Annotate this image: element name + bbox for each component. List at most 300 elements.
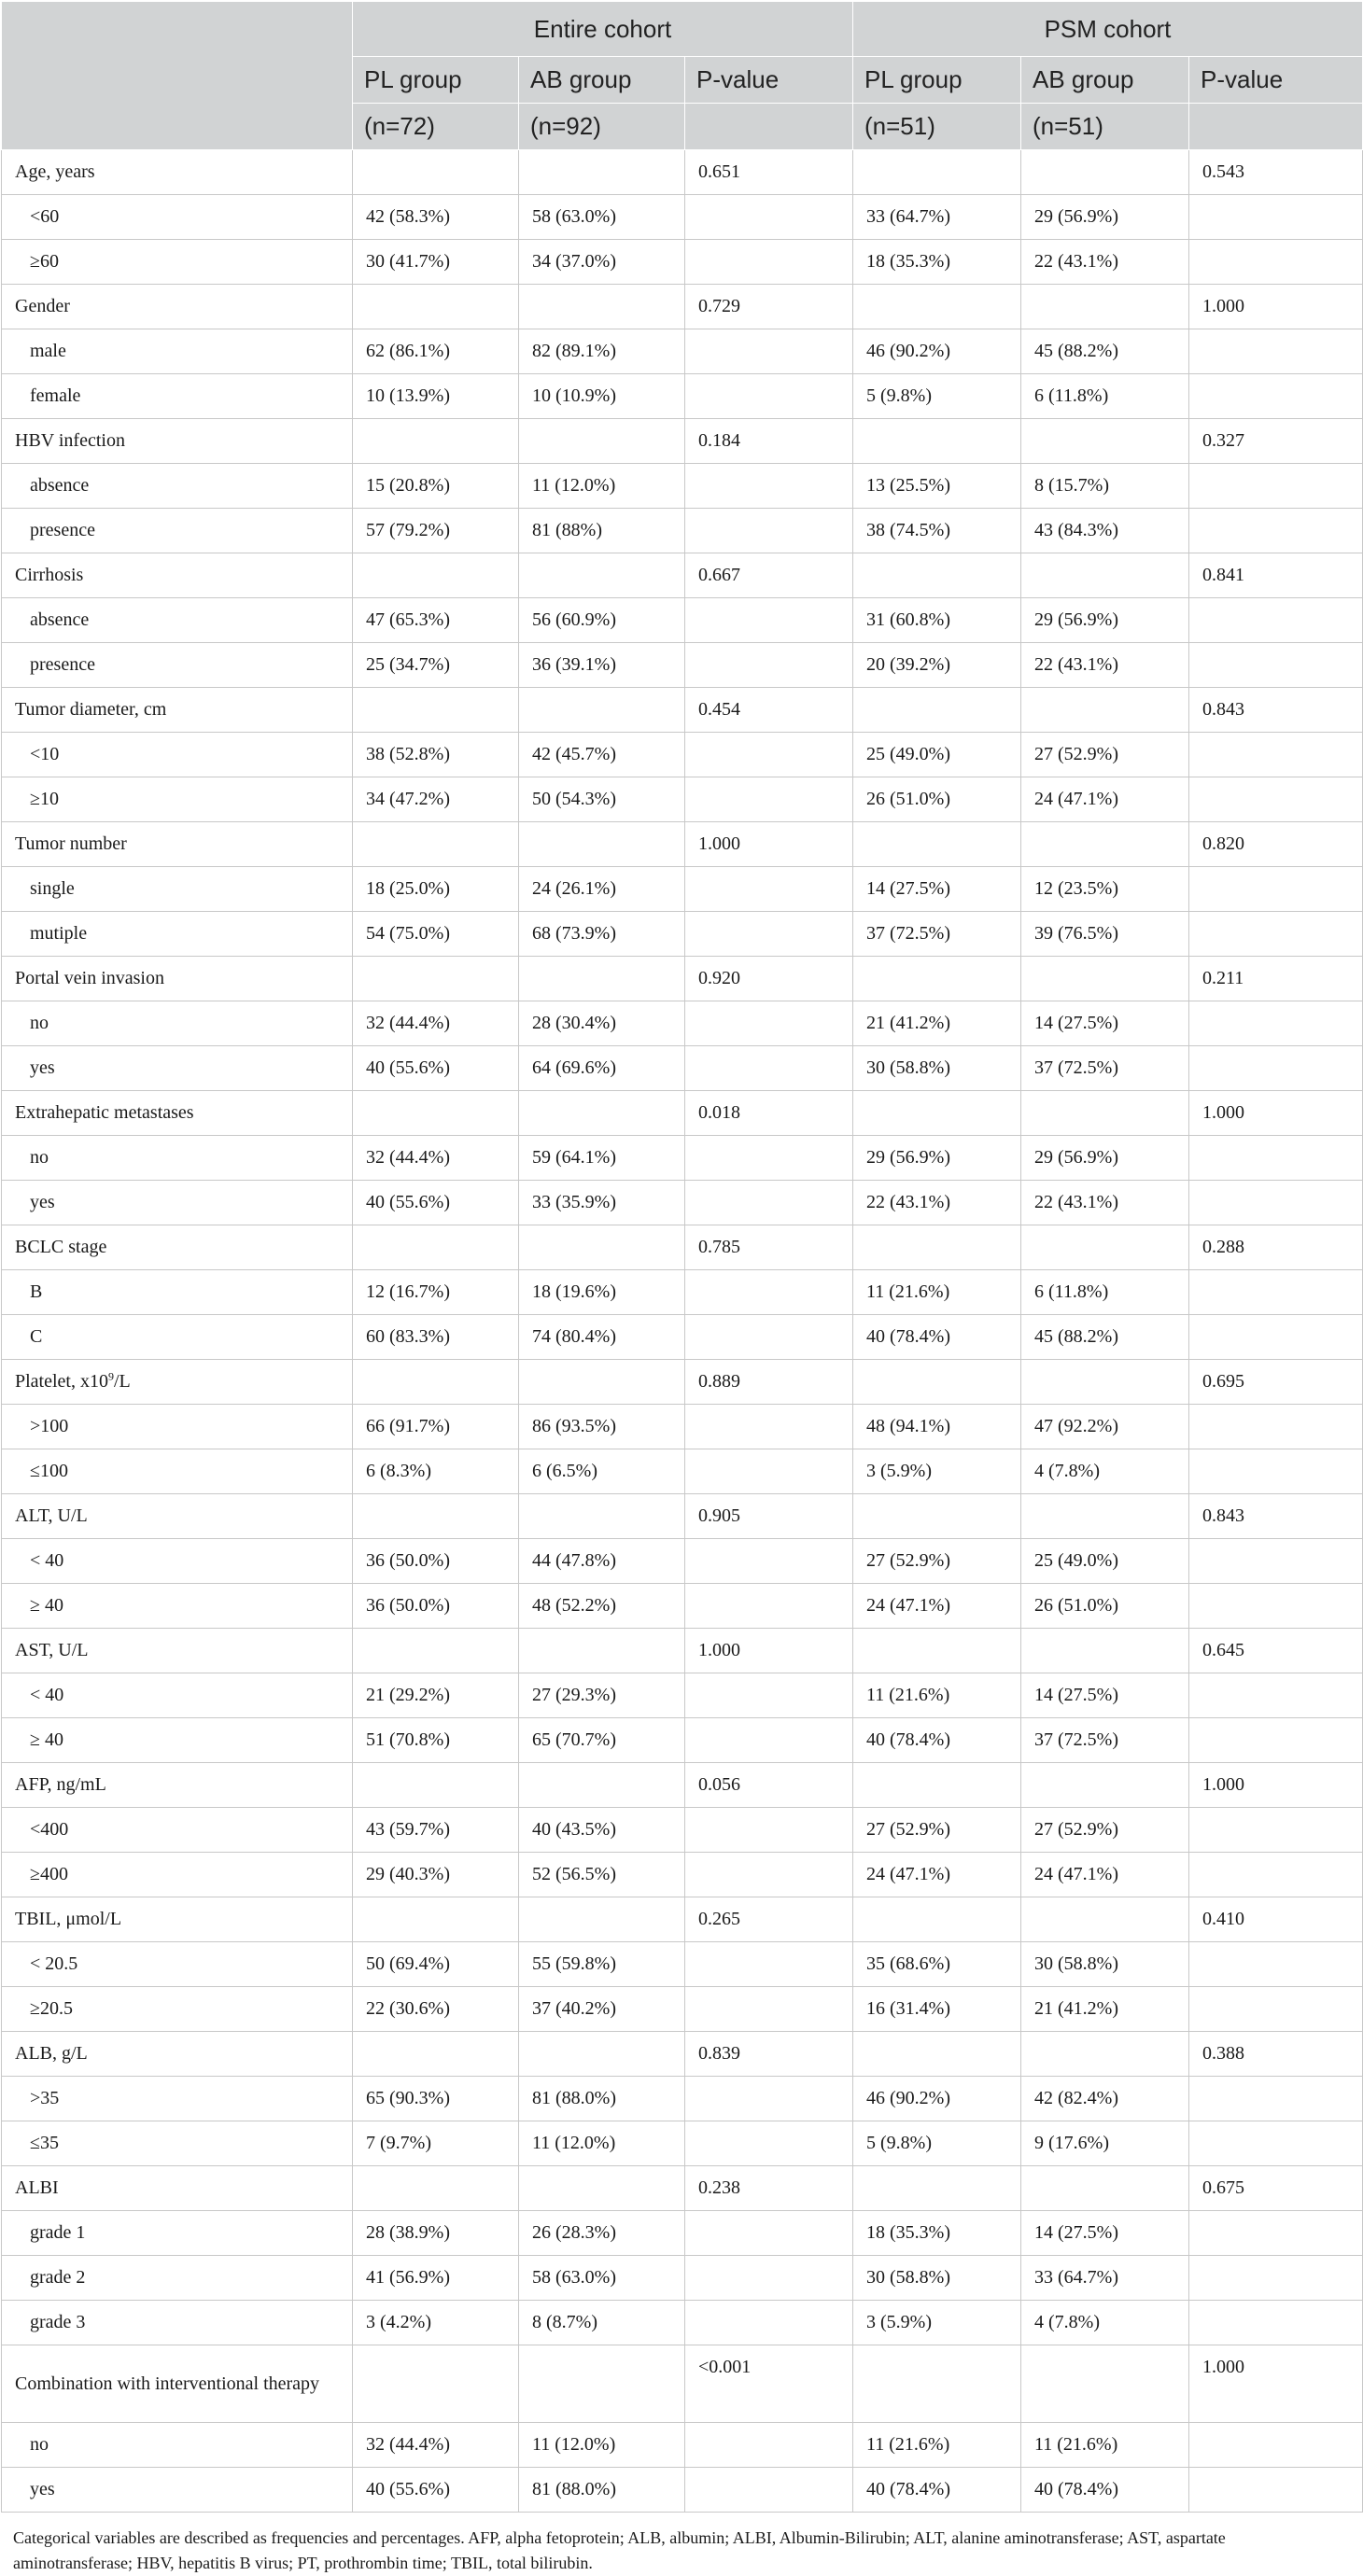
psm-p-value xyxy=(1189,777,1363,822)
psm-p-value xyxy=(1189,2423,1363,2468)
table-row-subcategory xyxy=(2,2468,1363,2513)
row-label: Gender xyxy=(2,285,353,329)
row-label: TBIL, μmol/L xyxy=(2,1897,353,1942)
entire-pl-value: 47 (65.3%) xyxy=(353,598,519,643)
entire-p-value xyxy=(685,1539,853,1584)
psm-ab-value: 27 (52.9%) xyxy=(1021,733,1189,777)
psm-ab-value: 45 (88.2%) xyxy=(1021,329,1189,374)
row-label: ALB, g/L xyxy=(2,2032,353,2077)
table-row-subcategory xyxy=(2,509,1363,553)
table-row-subcategory xyxy=(2,1181,1363,1225)
entire-ab-value: 6 (6.5%) xyxy=(519,1449,685,1494)
psm-pl-value: 27 (52.9%) xyxy=(853,1539,1021,1584)
psm-p-value: 0.820 xyxy=(1189,822,1363,867)
table-row-subcategory xyxy=(2,195,1363,240)
entire-p-value xyxy=(685,509,853,553)
row-label: Extrahepatic metastases xyxy=(2,1091,353,1136)
psm-ab-value xyxy=(1021,1091,1189,1136)
entire-p-value xyxy=(685,598,853,643)
psm-p-value: 0.388 xyxy=(1189,2032,1363,2077)
entire-ab-value: 28 (30.4%) xyxy=(519,1001,685,1046)
psm-pl-value xyxy=(853,1629,1021,1673)
entire-p-value: <0.001 xyxy=(685,2345,853,2423)
entire-ab-value: 65 (70.7%) xyxy=(519,1718,685,1763)
entire-pl-value xyxy=(353,1091,519,1136)
table-row-subcategory xyxy=(2,1808,1363,1853)
row-label: HBV infection xyxy=(2,419,353,464)
psm-pl-value: 5 (9.8%) xyxy=(853,374,1021,419)
entire-pl-value: 32 (44.4%) xyxy=(353,1001,519,1046)
psm-pl-value: 48 (94.1%) xyxy=(853,1405,1021,1449)
table-header xyxy=(2,2,1363,150)
header-psm-pl-n: (n=51) xyxy=(853,104,1021,150)
psm-p-value xyxy=(1189,2211,1363,2256)
row-label: grade 3 xyxy=(2,2301,353,2345)
entire-p-value xyxy=(685,464,853,509)
header-blank-cell xyxy=(2,2,353,150)
entire-pl-value: 15 (20.8%) xyxy=(353,464,519,509)
psm-p-value xyxy=(1189,1136,1363,1181)
psm-p-value xyxy=(1189,509,1363,553)
row-label: yes xyxy=(2,2468,353,2513)
row-label-superscript: 9 xyxy=(107,1369,114,1383)
table-row-subcategory xyxy=(2,1270,1363,1315)
psm-p-value xyxy=(1189,464,1363,509)
entire-p-value: 0.785 xyxy=(685,1225,853,1270)
entire-pl-value: 66 (91.7%) xyxy=(353,1405,519,1449)
entire-ab-value: 44 (47.8%) xyxy=(519,1539,685,1584)
psm-p-value: 0.288 xyxy=(1189,1225,1363,1270)
psm-p-value: 1.000 xyxy=(1189,1091,1363,1136)
entire-p-value: 0.889 xyxy=(685,1360,853,1405)
psm-ab-value: 8 (15.7%) xyxy=(1021,464,1189,509)
table-row-subcategory xyxy=(2,1001,1363,1046)
psm-ab-value: 9 (17.6%) xyxy=(1021,2121,1189,2166)
psm-pl-value: 30 (58.8%) xyxy=(853,1046,1021,1091)
entire-pl-value xyxy=(353,1494,519,1539)
header-psm-ab-n: (n=51) xyxy=(1021,104,1189,150)
psm-pl-value: 18 (35.3%) xyxy=(853,2211,1021,2256)
entire-ab-value xyxy=(519,150,685,195)
entire-pl-value: 28 (38.9%) xyxy=(353,2211,519,2256)
psm-pl-value xyxy=(853,285,1021,329)
entire-pl-value xyxy=(353,957,519,1001)
row-label: presence xyxy=(2,643,353,688)
entire-pl-value xyxy=(353,2032,519,2077)
entire-p-value xyxy=(685,643,853,688)
psm-pl-value: 24 (47.1%) xyxy=(853,1853,1021,1897)
psm-ab-value xyxy=(1021,1763,1189,1808)
row-label: <400 xyxy=(2,1808,353,1853)
psm-pl-value: 38 (74.5%) xyxy=(853,509,1021,553)
psm-pl-value: 30 (58.8%) xyxy=(853,2256,1021,2301)
entire-ab-value xyxy=(519,1629,685,1673)
psm-pl-value xyxy=(853,688,1021,733)
entire-p-value xyxy=(685,2121,853,2166)
entire-pl-value: 30 (41.7%) xyxy=(353,240,519,285)
psm-pl-value: 18 (35.3%) xyxy=(853,240,1021,285)
psm-p-value: 0.211 xyxy=(1189,957,1363,1001)
psm-pl-value xyxy=(853,1494,1021,1539)
entire-pl-value xyxy=(353,1629,519,1673)
table-row-subcategory xyxy=(2,1853,1363,1897)
header-entire-p-value: P-value xyxy=(685,57,853,104)
psm-pl-value: 31 (60.8%) xyxy=(853,598,1021,643)
table-row-subcategory xyxy=(2,1136,1363,1181)
table-row-subcategory xyxy=(2,2423,1363,2468)
entire-p-value xyxy=(685,2423,853,2468)
psm-p-value xyxy=(1189,643,1363,688)
row-label: <10 xyxy=(2,733,353,777)
psm-pl-value: 40 (78.4%) xyxy=(853,1718,1021,1763)
psm-p-value xyxy=(1189,2256,1363,2301)
row-label: female xyxy=(2,374,353,419)
entire-pl-value: 57 (79.2%) xyxy=(353,509,519,553)
entire-pl-value: 7 (9.7%) xyxy=(353,2121,519,2166)
entire-pl-value: 6 (8.3%) xyxy=(353,1449,519,1494)
entire-p-value xyxy=(685,1449,853,1494)
table-row-subcategory xyxy=(2,1405,1363,1449)
row-label: >35 xyxy=(2,2077,353,2121)
entire-ab-value xyxy=(519,553,685,598)
row-label: mutiple xyxy=(2,912,353,957)
header-psm-p-value: P-value xyxy=(1189,57,1363,104)
entire-ab-value xyxy=(519,688,685,733)
psm-p-value: 0.410 xyxy=(1189,1897,1363,1942)
psm-ab-value: 43 (84.3%) xyxy=(1021,509,1189,553)
row-label: absence xyxy=(2,464,353,509)
row-label xyxy=(2,1360,353,1405)
row-label: single xyxy=(2,867,353,912)
psm-ab-value: 27 (52.9%) xyxy=(1021,1808,1189,1853)
table-row-subcategory xyxy=(2,1046,1363,1091)
entire-p-value xyxy=(685,1584,853,1629)
psm-ab-value: 21 (41.2%) xyxy=(1021,1987,1189,2032)
row-label: yes xyxy=(2,1046,353,1091)
entire-ab-value: 42 (45.7%) xyxy=(519,733,685,777)
entire-pl-value xyxy=(353,419,519,464)
entire-ab-value: 11 (12.0%) xyxy=(519,2423,685,2468)
psm-ab-value: 45 (88.2%) xyxy=(1021,1315,1189,1360)
entire-pl-value xyxy=(353,285,519,329)
entire-ab-value: 18 (19.6%) xyxy=(519,1270,685,1315)
table-row-subcategory xyxy=(2,1718,1363,1763)
table-row-variable xyxy=(2,2032,1363,2077)
psm-p-value xyxy=(1189,1270,1363,1315)
table-row-subcategory xyxy=(2,912,1363,957)
psm-p-value xyxy=(1189,1853,1363,1897)
psm-ab-value: 37 (72.5%) xyxy=(1021,1046,1189,1091)
entire-ab-value xyxy=(519,1494,685,1539)
row-label: ≤35 xyxy=(2,2121,353,2166)
header-psm-pl-group: PL group xyxy=(853,57,1021,104)
table-row-variable xyxy=(2,1629,1363,1673)
psm-p-value xyxy=(1189,374,1363,419)
entire-pl-value xyxy=(353,553,519,598)
entire-ab-value: 27 (29.3%) xyxy=(519,1673,685,1718)
psm-ab-value: 12 (23.5%) xyxy=(1021,867,1189,912)
psm-ab-value xyxy=(1021,150,1189,195)
psm-pl-value xyxy=(853,150,1021,195)
row-label: ≥ 40 xyxy=(2,1584,353,1629)
psm-p-value: 0.543 xyxy=(1189,150,1363,195)
psm-ab-value: 39 (76.5%) xyxy=(1021,912,1189,957)
entire-ab-value xyxy=(519,1225,685,1270)
row-label: ≥ 40 xyxy=(2,1718,353,1763)
entire-p-value: 0.651 xyxy=(685,150,853,195)
entire-p-value xyxy=(685,1808,853,1853)
header-row-cohorts xyxy=(2,2,1363,57)
row-label: absence xyxy=(2,598,353,643)
psm-ab-value: 4 (7.8%) xyxy=(1021,1449,1189,1494)
row-label: Portal vein invasion xyxy=(2,957,353,1001)
entire-ab-value xyxy=(519,957,685,1001)
entire-pl-value xyxy=(353,1763,519,1808)
entire-p-value xyxy=(685,733,853,777)
psm-ab-value xyxy=(1021,2032,1189,2077)
row-label: C xyxy=(2,1315,353,1360)
psm-ab-value: 14 (27.5%) xyxy=(1021,1001,1189,1046)
entire-ab-value xyxy=(519,2032,685,2077)
entire-pl-value: 3 (4.2%) xyxy=(353,2301,519,2345)
psm-ab-value: 14 (27.5%) xyxy=(1021,2211,1189,2256)
psm-pl-value: 14 (27.5%) xyxy=(853,867,1021,912)
entire-pl-value: 32 (44.4%) xyxy=(353,1136,519,1181)
entire-p-value xyxy=(685,2256,853,2301)
row-label: ≥10 xyxy=(2,777,353,822)
row-label: B xyxy=(2,1270,353,1315)
entire-ab-value: 59 (64.1%) xyxy=(519,1136,685,1181)
psm-pl-value: 25 (49.0%) xyxy=(853,733,1021,777)
psm-pl-value xyxy=(853,957,1021,1001)
psm-ab-value: 37 (72.5%) xyxy=(1021,1718,1189,1763)
psm-pl-value xyxy=(853,822,1021,867)
psm-p-value: 0.695 xyxy=(1189,1360,1363,1405)
header-entire-p-empty xyxy=(685,104,853,150)
entire-p-value: 0.265 xyxy=(685,1897,853,1942)
entire-pl-value: 41 (56.9%) xyxy=(353,2256,519,2301)
table-row-variable xyxy=(2,822,1363,867)
entire-p-value: 0.184 xyxy=(685,419,853,464)
table-row-subcategory xyxy=(2,1942,1363,1987)
psm-pl-value: 11 (21.6%) xyxy=(853,2423,1021,2468)
entire-p-value xyxy=(685,867,853,912)
entire-pl-value: 38 (52.8%) xyxy=(353,733,519,777)
table-body xyxy=(2,150,1363,2513)
psm-pl-value: 3 (5.9%) xyxy=(853,1449,1021,1494)
entire-pl-value xyxy=(353,688,519,733)
header-psm-p-empty xyxy=(1189,104,1363,150)
table-row-variable xyxy=(2,1360,1363,1405)
entire-p-value: 1.000 xyxy=(685,1629,853,1673)
table-row-subcategory xyxy=(2,598,1363,643)
psm-pl-value: 20 (39.2%) xyxy=(853,643,1021,688)
entire-pl-value: 21 (29.2%) xyxy=(353,1673,519,1718)
psm-pl-value xyxy=(853,2345,1021,2423)
entire-pl-value: 60 (83.3%) xyxy=(353,1315,519,1360)
table-row-variable xyxy=(2,553,1363,598)
entire-pl-value: 43 (59.7%) xyxy=(353,1808,519,1853)
entire-p-value xyxy=(685,2077,853,2121)
table-row-variable xyxy=(2,1091,1363,1136)
row-label: Tumor number xyxy=(2,822,353,867)
psm-pl-value: 27 (52.9%) xyxy=(853,1808,1021,1853)
entire-ab-value xyxy=(519,419,685,464)
psm-ab-value: 47 (92.2%) xyxy=(1021,1405,1189,1449)
table-footnote: Categorical variables are described as frequencies and percentages. AFP, alpha fetoprotein; ALB, albumin; ALBI, Albumin-Bilirubin; ALT, alanine aminotransferase; AST, aspartate aminotransferase; HBV, hepatitis B virus; PT, prothrombin time; TBIL, total bilirubin. xyxy=(13,2528,1226,2572)
entire-ab-value: 33 (35.9%) xyxy=(519,1181,685,1225)
psm-p-value xyxy=(1189,1001,1363,1046)
row-label: yes xyxy=(2,1181,353,1225)
psm-ab-value xyxy=(1021,2345,1189,2423)
row-label: no xyxy=(2,1136,353,1181)
table-row-variable xyxy=(2,1763,1363,1808)
entire-p-value xyxy=(685,912,853,957)
entire-p-value: 0.056 xyxy=(685,1763,853,1808)
entire-pl-value: 18 (25.0%) xyxy=(353,867,519,912)
entire-ab-value xyxy=(519,2345,685,2423)
entire-ab-value: 11 (12.0%) xyxy=(519,2121,685,2166)
row-label: >100 xyxy=(2,1405,353,1449)
row-label: AST, U/L xyxy=(2,1629,353,1673)
entire-p-value xyxy=(685,329,853,374)
row-label: Tumor diameter, cm xyxy=(2,688,353,733)
table-row-subcategory xyxy=(2,240,1363,285)
table-row-subcategory xyxy=(2,2121,1363,2166)
entire-pl-value xyxy=(353,2345,519,2423)
psm-ab-value xyxy=(1021,1629,1189,1673)
entire-p-value: 0.729 xyxy=(685,285,853,329)
row-label: presence xyxy=(2,509,353,553)
row-label: AFP, ng/mL xyxy=(2,1763,353,1808)
psm-p-value xyxy=(1189,1808,1363,1853)
psm-pl-value xyxy=(853,1225,1021,1270)
psm-pl-value: 33 (64.7%) xyxy=(853,195,1021,240)
table-row-subcategory xyxy=(2,1315,1363,1360)
row-label-text: Platelet, x10 xyxy=(15,1371,108,1392)
psm-ab-value: 25 (49.0%) xyxy=(1021,1539,1189,1584)
row-label: < 40 xyxy=(2,1539,353,1584)
psm-p-value xyxy=(1189,1673,1363,1718)
entire-pl-value xyxy=(353,822,519,867)
row-label: ≥400 xyxy=(2,1853,353,1897)
entire-p-value xyxy=(685,777,853,822)
entire-ab-value: 81 (88%) xyxy=(519,509,685,553)
psm-p-value xyxy=(1189,2077,1363,2121)
row-label: Cirrhosis xyxy=(2,553,353,598)
table-row-subcategory xyxy=(2,2077,1363,2121)
entire-pl-value: 40 (55.6%) xyxy=(353,1046,519,1091)
psm-pl-value: 24 (47.1%) xyxy=(853,1584,1021,1629)
row-label: Combination with interventional therapy xyxy=(2,2345,353,2423)
psm-pl-value xyxy=(853,2166,1021,2211)
psm-pl-value: 35 (68.6%) xyxy=(853,1942,1021,1987)
row-label: < 20.5 xyxy=(2,1942,353,1987)
row-label: <60 xyxy=(2,195,353,240)
entire-p-value xyxy=(685,1270,853,1315)
entire-ab-value: 68 (73.9%) xyxy=(519,912,685,957)
entire-ab-value: 8 (8.7%) xyxy=(519,2301,685,2345)
psm-pl-value: 22 (43.1%) xyxy=(853,1181,1021,1225)
psm-ab-value: 22 (43.1%) xyxy=(1021,240,1189,285)
entire-pl-value: 51 (70.8%) xyxy=(353,1718,519,1763)
table-row-subcategory xyxy=(2,329,1363,374)
entire-p-value xyxy=(685,1046,853,1091)
table-row-variable xyxy=(2,1897,1363,1942)
entire-p-value: 0.839 xyxy=(685,2032,853,2077)
entire-ab-value: 37 (40.2%) xyxy=(519,1987,685,2032)
entire-ab-value: 10 (10.9%) xyxy=(519,374,685,419)
table-row-variable xyxy=(2,2166,1363,2211)
row-label: no xyxy=(2,1001,353,1046)
psm-ab-value: 11 (21.6%) xyxy=(1021,2423,1189,2468)
psm-pl-value: 40 (78.4%) xyxy=(853,1315,1021,1360)
row-label: male xyxy=(2,329,353,374)
entire-p-value xyxy=(685,1136,853,1181)
psm-ab-value xyxy=(1021,1225,1189,1270)
table-row-subcategory xyxy=(2,733,1363,777)
psm-ab-value: 33 (64.7%) xyxy=(1021,2256,1189,2301)
entire-ab-value: 81 (88.0%) xyxy=(519,2468,685,2513)
psm-ab-value xyxy=(1021,688,1189,733)
psm-ab-value: 14 (27.5%) xyxy=(1021,1673,1189,1718)
header-entire-pl-group: PL group xyxy=(353,57,519,104)
psm-ab-value: 42 (82.4%) xyxy=(1021,2077,1189,2121)
psm-pl-value: 16 (31.4%) xyxy=(853,1987,1021,2032)
entire-ab-value: 58 (63.0%) xyxy=(519,195,685,240)
psm-p-value: 0.843 xyxy=(1189,688,1363,733)
psm-pl-value: 26 (51.0%) xyxy=(853,777,1021,822)
psm-ab-value: 40 (78.4%) xyxy=(1021,2468,1189,2513)
entire-p-value xyxy=(685,1987,853,2032)
psm-p-value: 1.000 xyxy=(1189,1763,1363,1808)
psm-p-value xyxy=(1189,2301,1363,2345)
psm-p-value: 0.675 xyxy=(1189,2166,1363,2211)
entire-pl-value: 40 (55.6%) xyxy=(353,1181,519,1225)
psm-p-value xyxy=(1189,1539,1363,1584)
psm-p-value xyxy=(1189,1718,1363,1763)
entire-ab-value xyxy=(519,822,685,867)
psm-pl-value xyxy=(853,553,1021,598)
entire-pl-value: 34 (47.2%) xyxy=(353,777,519,822)
entire-ab-value: 81 (88.0%) xyxy=(519,2077,685,2121)
psm-p-value xyxy=(1189,329,1363,374)
entire-pl-value: 12 (16.7%) xyxy=(353,1270,519,1315)
entire-p-value xyxy=(685,1853,853,1897)
table-row-subcategory xyxy=(2,2301,1363,2345)
entire-p-value: 0.905 xyxy=(685,1494,853,1539)
table-row-subcategory xyxy=(2,2256,1363,2301)
psm-pl-value: 40 (78.4%) xyxy=(853,2468,1021,2513)
psm-pl-value: 46 (90.2%) xyxy=(853,329,1021,374)
entire-p-value xyxy=(685,2211,853,2256)
entire-p-value: 0.454 xyxy=(685,688,853,733)
psm-ab-value: 24 (47.1%) xyxy=(1021,1853,1189,1897)
psm-ab-value xyxy=(1021,1494,1189,1539)
entire-ab-value: 86 (93.5%) xyxy=(519,1405,685,1449)
psm-p-value xyxy=(1189,1942,1363,1987)
entire-ab-value xyxy=(519,285,685,329)
psm-ab-value: 6 (11.8%) xyxy=(1021,374,1189,419)
psm-p-value xyxy=(1189,867,1363,912)
table-row-variable xyxy=(2,285,1363,329)
entire-pl-value: 36 (50.0%) xyxy=(353,1584,519,1629)
entire-p-value: 0.238 xyxy=(685,2166,853,2211)
entire-pl-value xyxy=(353,150,519,195)
psm-p-value: 1.000 xyxy=(1189,285,1363,329)
table-row-subcategory xyxy=(2,374,1363,419)
entire-pl-value: 54 (75.0%) xyxy=(353,912,519,957)
